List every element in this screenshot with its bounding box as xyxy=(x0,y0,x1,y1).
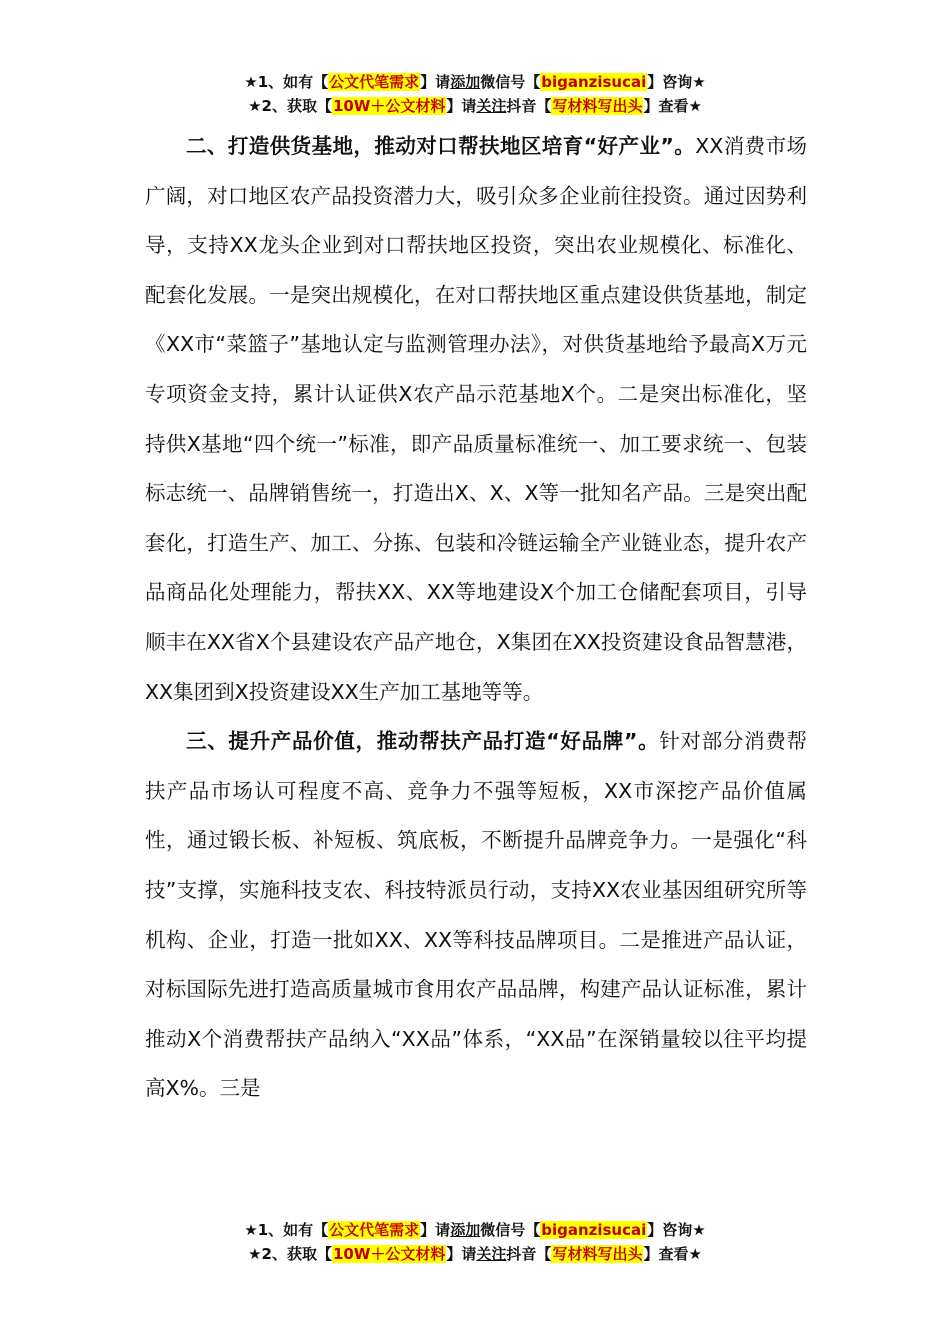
section-heading: 三、提升产品价值，推动帮扶产品打造“好品牌”。 xyxy=(186,729,660,754)
banner-highlight: biganzisucai xyxy=(541,73,647,91)
banner-text: 】请 xyxy=(420,73,451,91)
banner-highlight: 公文代笔需求 xyxy=(329,1221,420,1239)
banner-text: ★1、如有【 xyxy=(244,73,329,91)
banner-highlight: biganzisucai xyxy=(541,1221,647,1239)
banner-highlight: 写材料写出头 xyxy=(552,1245,643,1263)
banner-text: ★1、如有【 xyxy=(244,1221,329,1239)
banner-line-1 xyxy=(0,70,950,94)
paragraph-section-2 xyxy=(145,122,807,717)
banner-underlined-text: 关注 xyxy=(476,97,507,115)
banner-text: 】查看★ xyxy=(643,97,702,115)
banner-text: 】请 xyxy=(446,97,477,115)
banner-text: ★2、获取【 xyxy=(248,1245,332,1263)
section-heading: 二、打造供货基地，推动对口帮扶地区培育“好产业”。 xyxy=(186,134,696,158)
banner-text: 】请 xyxy=(420,1221,451,1239)
banner-highlight: 写材料写出头 xyxy=(552,97,643,115)
banner-text: 】咨询★ xyxy=(647,1221,706,1239)
banner-text: ★2、获取【 xyxy=(248,97,332,115)
banner-text: 微信号【 xyxy=(480,1221,541,1239)
banner-text: 微信号【 xyxy=(480,73,541,91)
footer-banner xyxy=(0,1218,950,1266)
banner-text: 】咨询★ xyxy=(647,73,706,91)
paragraph-text: XX消费市场广阔，对口地区农产品投资潜力大，吸引众多企业前往投资。通过因势利导，支持XX龙头企业到对口帮扶地区投资，突出农业规模化、标准化、配套化发展。一是突出规模化，在对口帮扶地区重点建设供货基地，制定《XX市“菜篮子”基地认定与监测管理办法》，对供货基地给予最高X万元专项资金支持，累计认证供X农产品示范基地X个。二是突出标准化，坚持供X基地“四个统一”标准，即产品质量标准统一、加工要求统一、包装标志统一、品牌销售统一，打造出X、X、X等一批知名产品。三是突出配套化，打造生产、加工、分拣、包装和冷链运输全产业链业态，提升农产品商品化处理能力，帮扶XX、XX等地建设X个加工仓储配套项目，引导顺丰在XX省X个县建设农产品产地仓，X集团在XX投资建设食品智慧港，XX集团到X投资建设XX生产加工基地等等。 xyxy=(145,134,807,704)
paragraph-text: 针对部分消费帮扶产品市场认可程度不高、竞争力不强等短板，XX市深挖产品价值属性，通过锻长板、补短板、筑底板，不断提升品牌竞争力。一是强化“科技”支撑，实施科技支农、科技特派员行动，支持XX农业基因组研究所等机构、企业，打造一批如XX、XX等科技品牌项目。二是推进产品认证，对标国际先进打造高质量城市食用农产品品牌，构建产品认证标准，累计推动X个消费帮扶产品纳入“XX品”体系，“XX品”在深销量较以往平均提高X%。三是 xyxy=(145,729,808,1101)
paragraph-section-3 xyxy=(145,717,807,1114)
banner-underlined-text: 添加 xyxy=(450,1221,481,1239)
banner-text: 抖音【 xyxy=(506,1245,552,1263)
banner-line-1 xyxy=(0,1218,950,1242)
banner-line-2 xyxy=(0,1242,950,1266)
banner-line-2 xyxy=(0,94,950,118)
banner-underlined-text: 关注 xyxy=(476,1245,507,1263)
banner-highlight: 10W＋公文材料 xyxy=(332,97,446,115)
banner-highlight: 公文代笔需求 xyxy=(329,73,420,91)
document-body xyxy=(145,122,807,1114)
banner-text: 】查看★ xyxy=(643,1245,702,1263)
banner-text: 】请 xyxy=(446,1245,477,1263)
banner-text: 抖音【 xyxy=(506,97,552,115)
banner-highlight: 10W＋公文材料 xyxy=(332,1245,446,1263)
header-banner xyxy=(0,70,950,118)
banner-underlined-text: 添加 xyxy=(450,73,481,91)
